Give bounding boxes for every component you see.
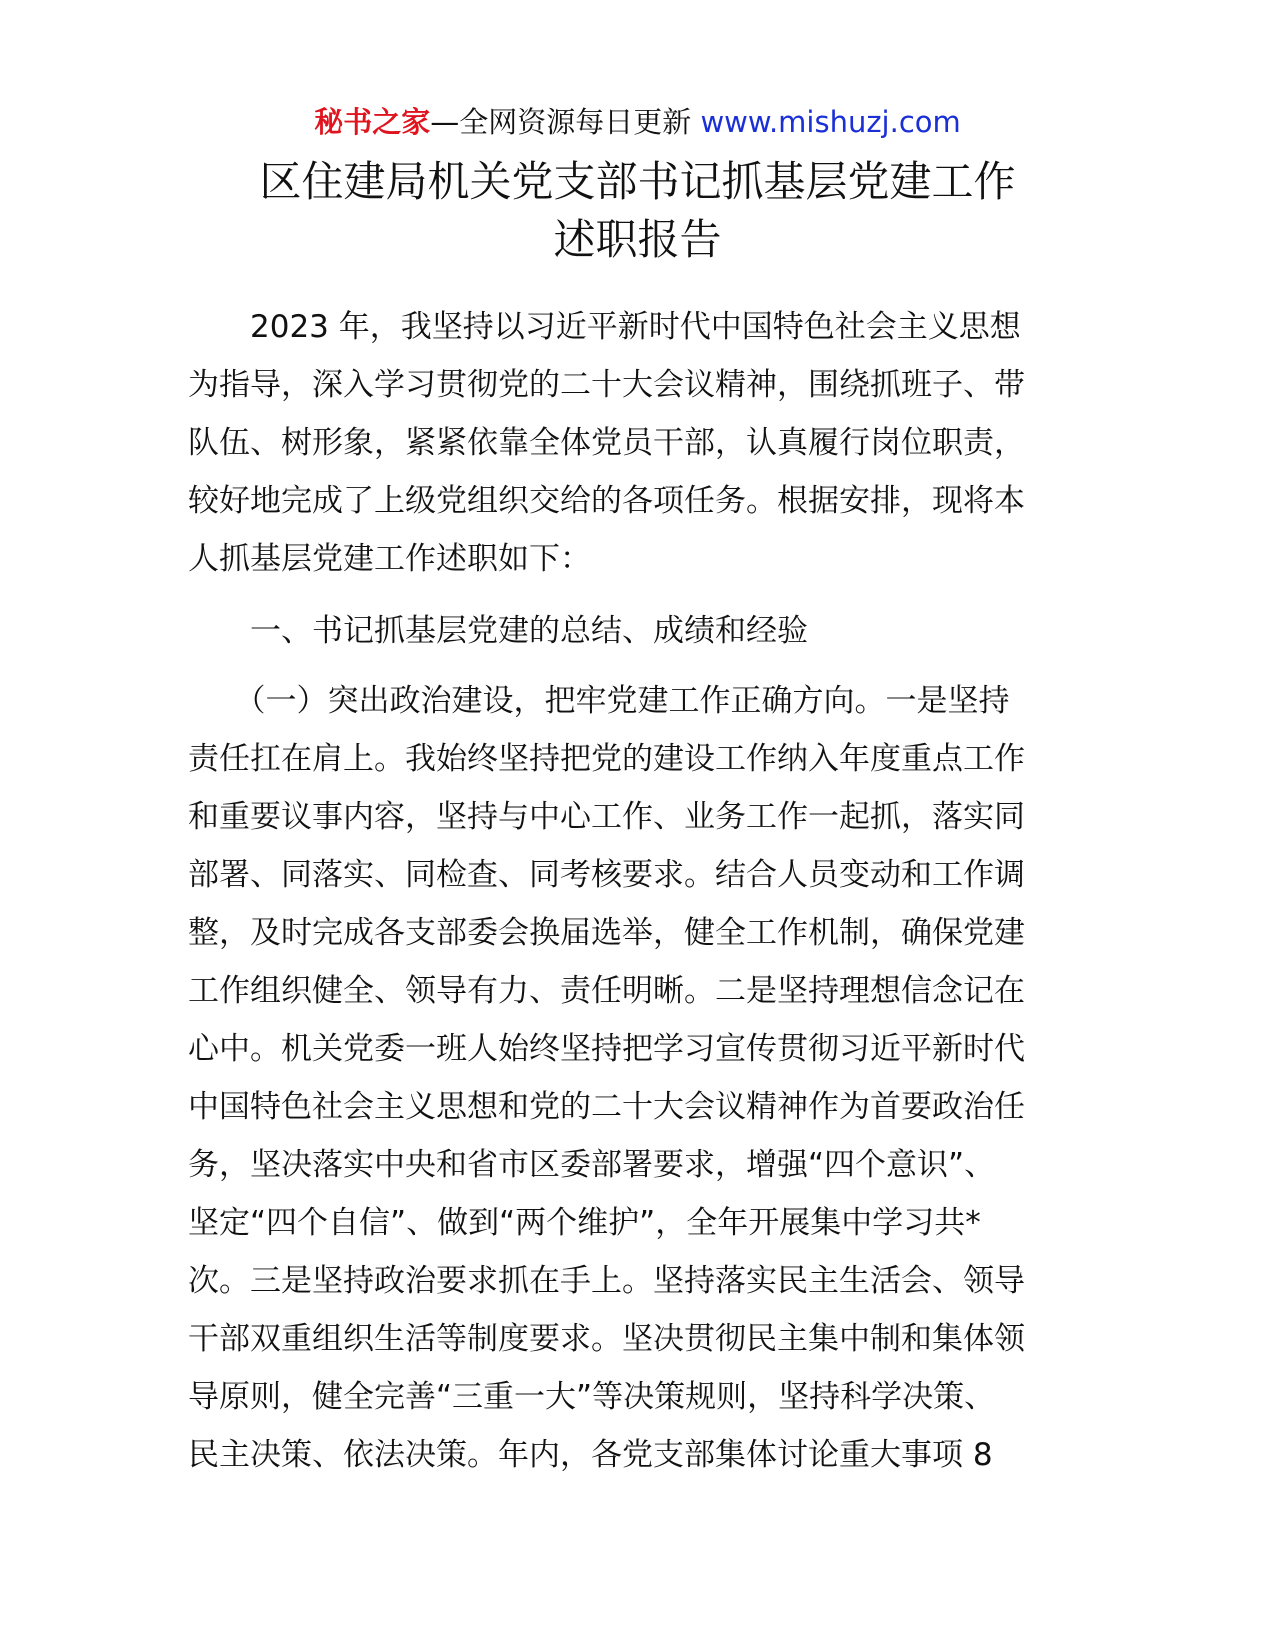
text-line: 坚定“四个自信”、做到“两个维护”，全年开展集中学习共*	[188, 1205, 981, 1241]
brand-name: 秘书之家	[314, 105, 431, 139]
section-heading	[188, 602, 1088, 660]
text-line: 较好地完成了上级党组织交给的各项任务。根据安排，现将本	[188, 483, 1025, 519]
document-title-line-2: 述职报告	[553, 215, 722, 264]
text-line: 和重要议事内容，坚持与中心工作、业务工作一起抓，落实同	[188, 799, 1025, 835]
site-url-link[interactable]: www.mishuzj.com	[700, 105, 961, 139]
text-line: （一）突出政治建设，把牢党建工作正确方向。一是坚持	[188, 683, 1010, 719]
text-line: 心中。机关党委一班人始终坚持把学习宣传贯彻习近平新时代	[188, 1031, 1025, 1067]
text-line: 整，及时完成各支部委会换届选举，健全工作机制，确保党建	[188, 915, 1025, 951]
text-line: 部署、同落实、同检查、同考核要求。结合人员变动和工作调	[188, 857, 1025, 893]
text-line: 工作组织健全、领导有力、责任明晰。二是坚持理想信念记在	[188, 973, 1025, 1009]
site-header	[0, 102, 1275, 142]
text-line: 导原则，健全完善“三重一大”等决策规则，坚持科学决策、	[188, 1379, 996, 1415]
paragraph-intro	[188, 298, 1088, 588]
text-line: 民主决策、依法决策。年内，各党支部集体讨论重大事项 8	[188, 1437, 993, 1473]
text-line: 2023 年，我坚持以习近平新时代中国特色社会主义思想	[188, 309, 1021, 345]
text-line: 次。三是坚持政治要求抓在手上。坚持落实民主生活会、领导	[188, 1263, 1025, 1299]
text-line: 人抓基层党建工作述职如下：	[188, 541, 591, 577]
text-line: 一、书记抓基层党建的总结、成绩和经验	[188, 613, 808, 649]
header-tagline: —全网资源每日更新	[430, 105, 692, 139]
text-line: 中国特色社会主义思想和党的二十大会议精神作为首要政治任	[188, 1089, 1025, 1125]
text-line: 队伍、树形象，紧紧依靠全体党员干部，认真履行岗位职责，	[188, 425, 1025, 461]
paragraph-section-1	[188, 672, 1088, 1484]
document-title-line-1: 区住建局机关党支部书记抓基层党建工作	[259, 157, 1016, 206]
text-line: 务，坚决落实中央和省市区委部署要求，增强“四个意识”、	[188, 1147, 996, 1183]
text-line: 为指导，深入学习贯彻党的二十大会议精神，围绕抓班子、带	[188, 367, 1025, 403]
text-line: 责任扛在肩上。我始终坚持把党的建设工作纳入年度重点工作	[188, 741, 1025, 777]
text-line: 干部双重组织生活等制度要求。坚决贯彻民主集中制和集体领	[188, 1321, 1025, 1357]
